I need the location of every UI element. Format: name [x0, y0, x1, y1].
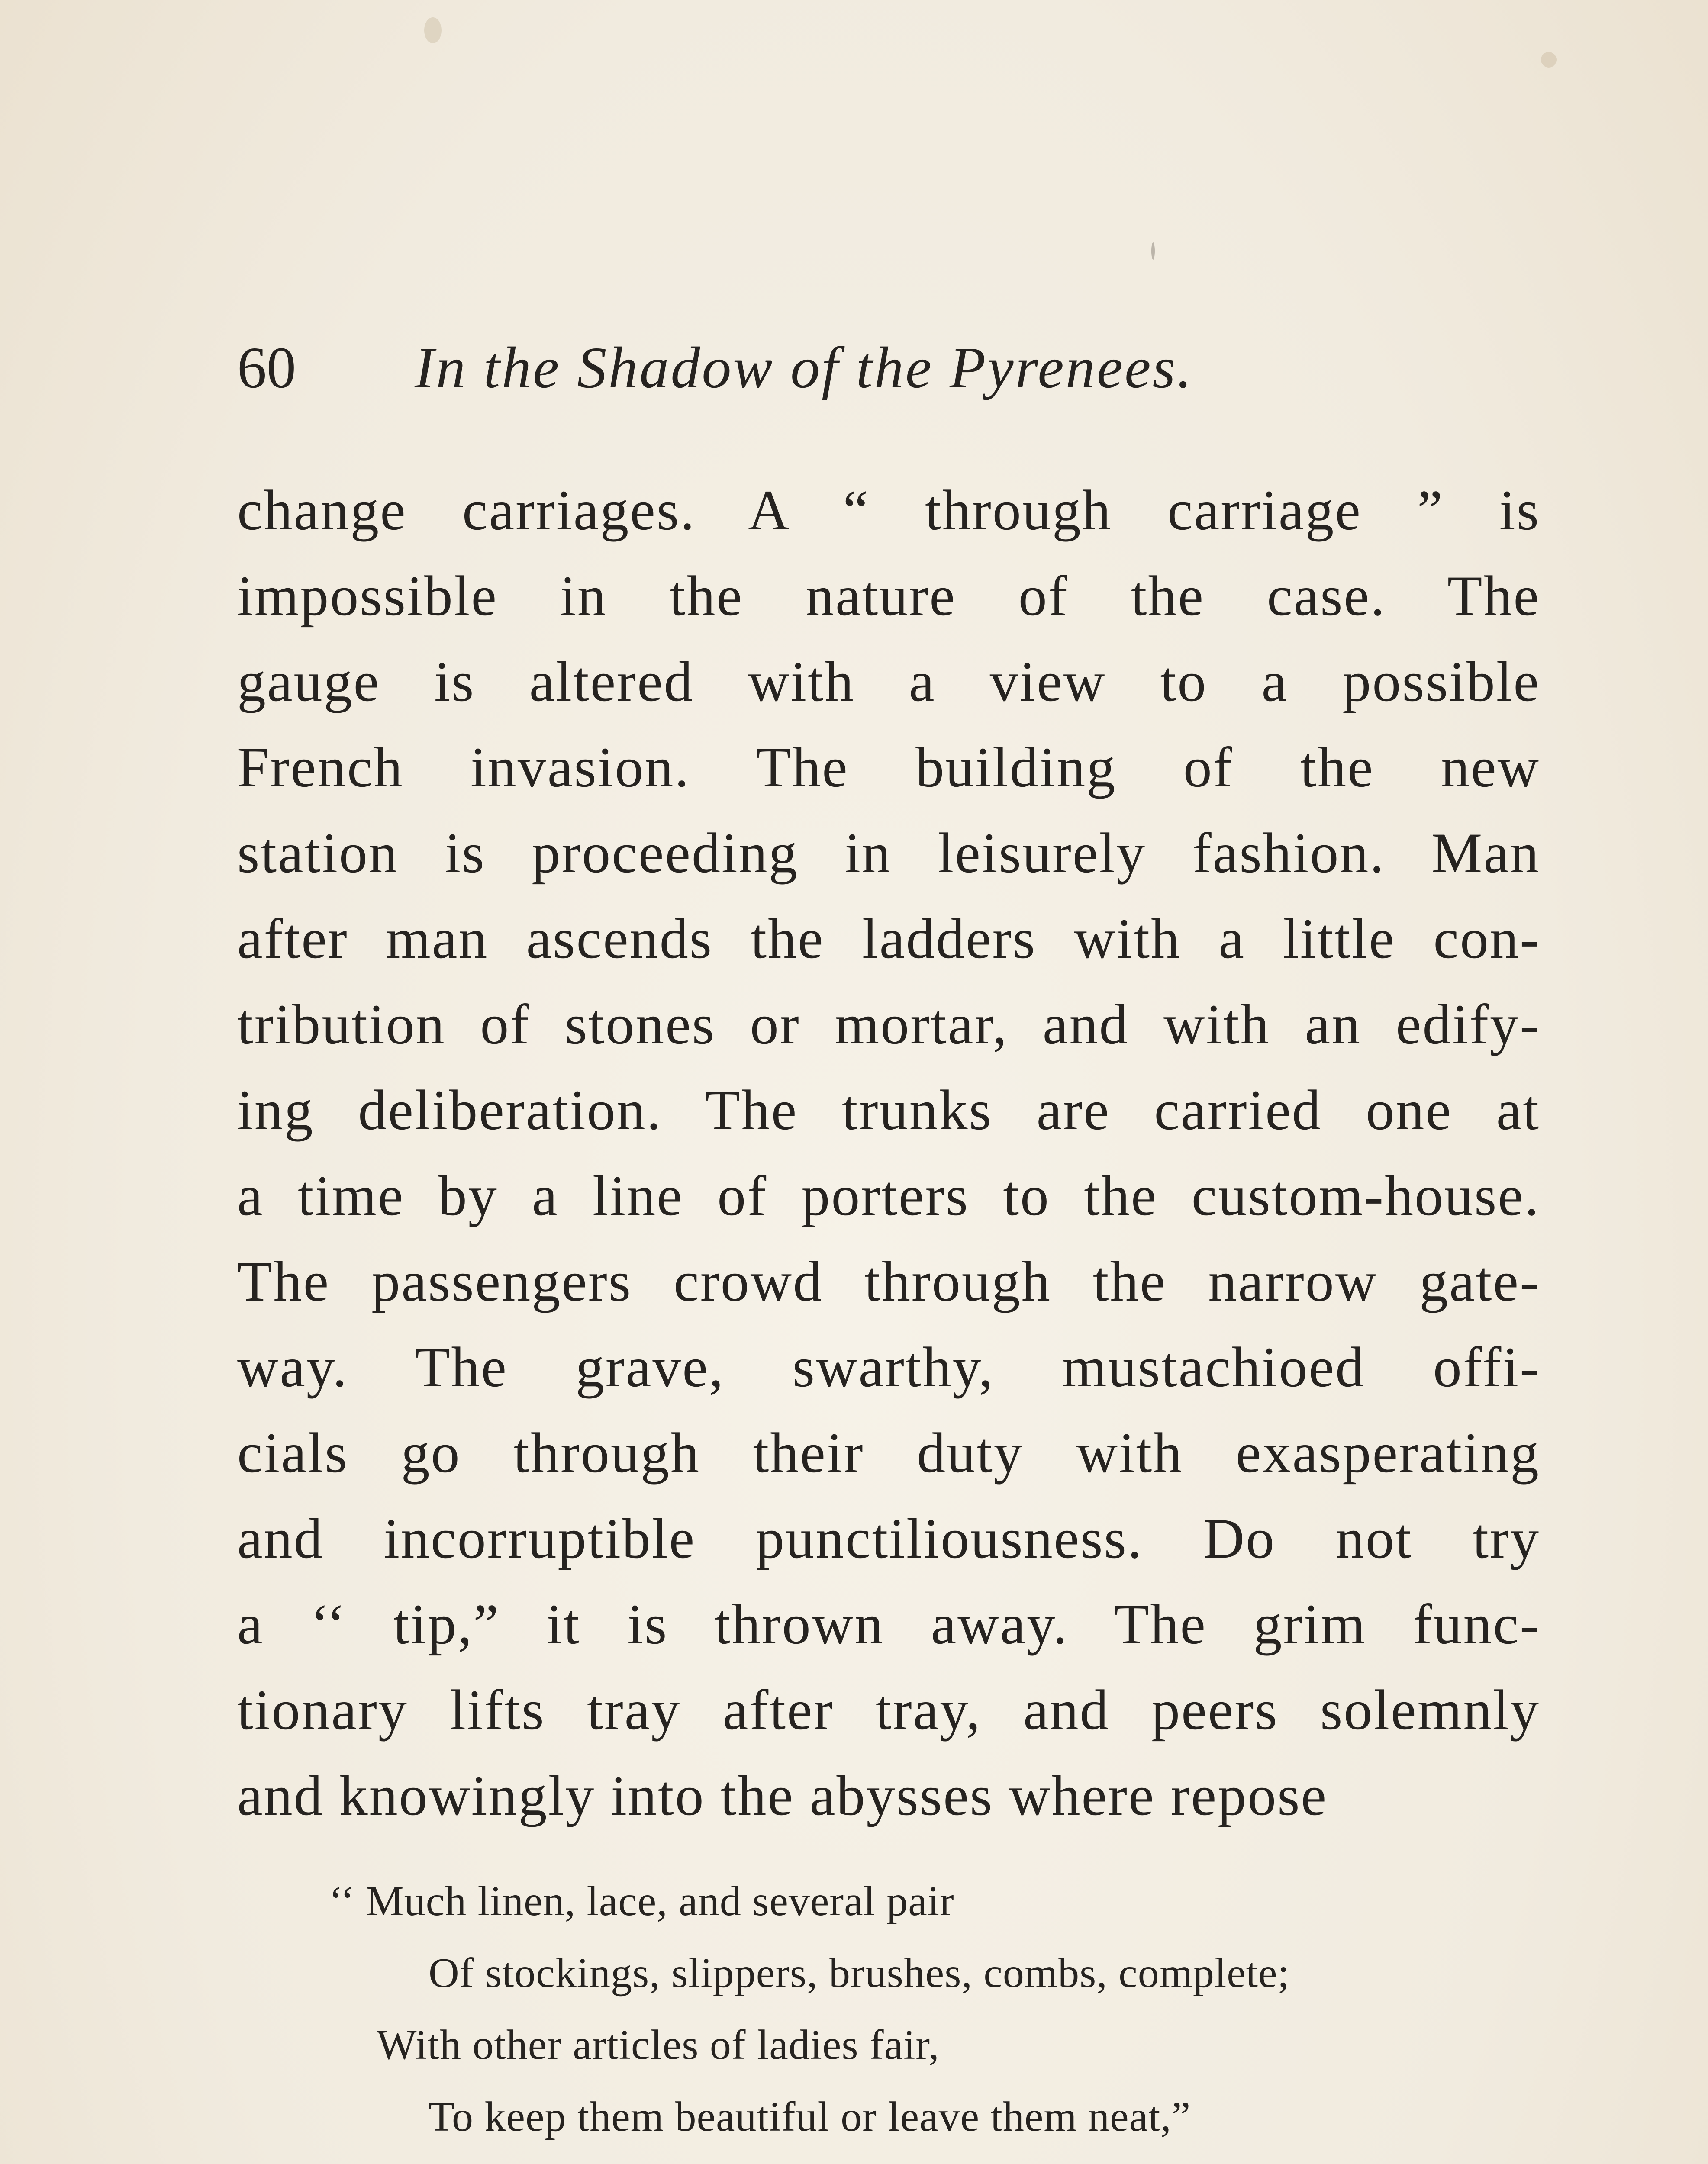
verse-line: ‘‘ Much linen, lace, and several pair [329, 1878, 954, 1925]
paragraph-1 [237, 467, 1540, 1839]
page-header [237, 329, 1544, 407]
text-line: ing deliberation. The trunks are carried one at [237, 1078, 1540, 1142]
text-line: after man ascends the ladders with a little con- [237, 907, 1540, 970]
age-spot [1151, 242, 1155, 260]
text-line: and knowingly into the abysses where repose [237, 1764, 1328, 1827]
text-line: a time by a line of porters to the custom-house. [237, 1164, 1540, 1227]
text-line: French invasion. The building of the new [237, 735, 1540, 799]
text-line: way. The grave, swarthy, mustachioed offi- [237, 1335, 1540, 1399]
text-line: impossible in the nature of the case. The [237, 564, 1540, 628]
page-number: 60 [237, 335, 296, 400]
text-line: cials go through their duty with exasperating [237, 1421, 1540, 1485]
text-line: tionary lifts tray after tray, and peers solemnly [237, 1678, 1540, 1742]
text-line: and incorruptible punctiliousness. Do not try [237, 1507, 1540, 1570]
text-line: station is proceeding in leisurely fashion. Man [237, 821, 1540, 885]
verse-quote [329, 1865, 1498, 2153]
text-line: The passengers crowd through the narrow gate- [237, 1249, 1540, 1313]
verse-line: To keep them beautiful or leave them neat,” [429, 2093, 1191, 2140]
text-line: tribution of stones or mortar, and with an edify- [237, 992, 1540, 1056]
verse-line: Of stockings, slippers, brushes, combs, complete; [429, 1950, 1290, 1997]
text-line: change carriages. A “ through carriage ” is [237, 478, 1540, 542]
age-spot [424, 17, 442, 43]
text-line: gauge is altered with a view to a possible [237, 650, 1540, 713]
verse-line: With other articles of ladies fair, [377, 2022, 940, 2068]
running-title: In the Shadow of the Pyrenees. [415, 335, 1194, 400]
text-line: a ‘‘ tip,” it is thrown away. The grim func- [237, 1592, 1540, 1656]
age-spot [1541, 52, 1557, 68]
